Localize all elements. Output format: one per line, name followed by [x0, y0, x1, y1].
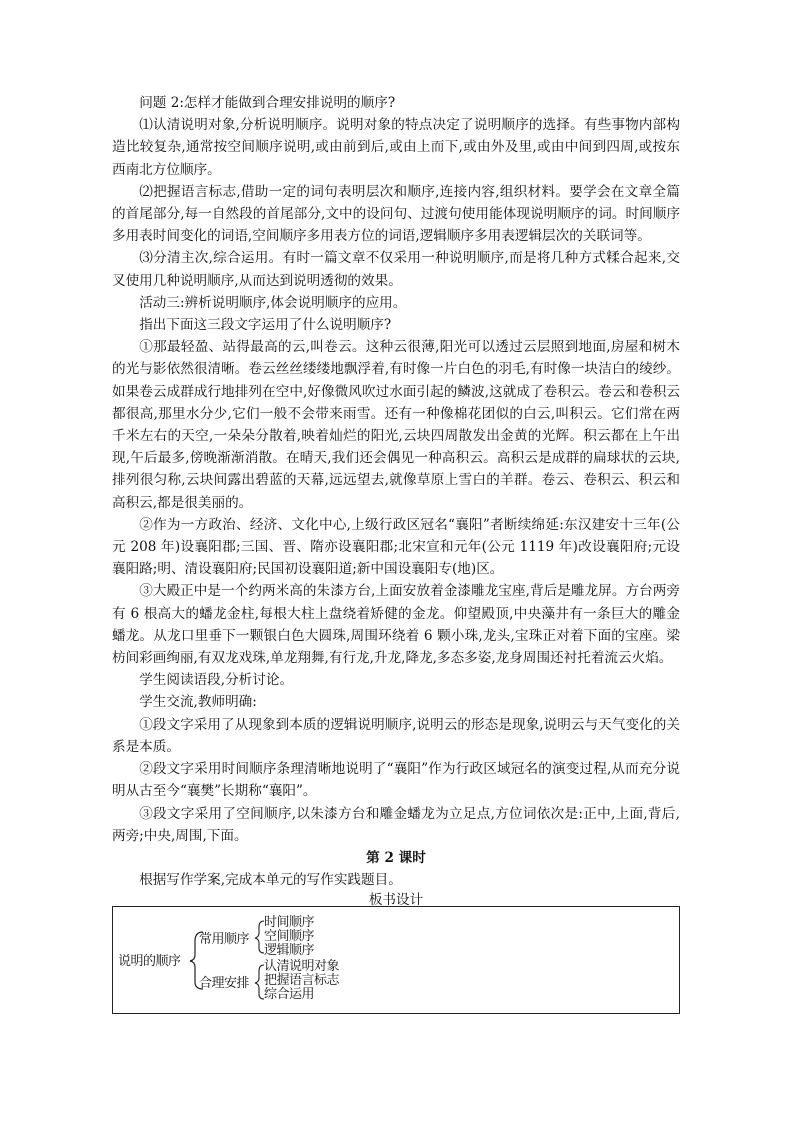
document-body [112, 92, 680, 909]
board-root-label: 说明的顺序 [118, 954, 181, 969]
bracket-lines [113, 907, 681, 1015]
answer-2: ②段文字采用时间顺序条理清晰地说明了“襄阳”作为行政区域冠名的演变过程,从而充分说明从古至今“襄樊”长期称“襄阳”。 [112, 761, 680, 800]
branch2-brace [255, 965, 264, 999]
branch1-item-logic: 逻辑顺序 [264, 943, 315, 958]
student-reading: 学生阅读语段,分析讨论。 [139, 672, 294, 689]
answer-1: ①段文字采用了从现象到本质的逻辑说明顺序,说明云的形态是现象,说明云与天气变化的关系是本质。 [112, 716, 680, 755]
activity-3: 活动三:辨析说明顺序,体会说明顺序的应用。 [139, 294, 407, 311]
point-1: ⑴认清说明对象,分析说明顺序。说明对象的特点决定了说明顺序的选择。有些事物内部构造比较复杂,通常按空间顺序说明,或由前到后,或由上而下,或由外及里,或由中间到四周,或按东西南北方位顺序。 [112, 117, 680, 178]
board-design-title: 板书设计 [368, 892, 424, 909]
branch1-brace [255, 921, 264, 953]
branch1-label: 常用顺序 [199, 932, 250, 947]
branch2-item-language: 把握语言标志 [264, 973, 340, 988]
point-3: ⑶分清主次,综合运用。有时一篇文章不仅采用一种说明顺序,而是将几种方式糅合起来,交叉使用几种说明顺序,从而达到说明透彻的效果。 [112, 250, 680, 289]
branch1-item-time: 时间顺序 [264, 915, 315, 930]
passage-clouds: ①那最轻盈、站得最高的云,叫卷云。这种云很薄,阳光可以透过云层照到地面,房屋和树木的光与影依然很清晰。卷云丝丝缕缕地飘浮着,有时像一片白色的羽毛,有时像一块洁白的绫纱。如果卷云成群成行地排列在空中,好像微风吹过水面引起的鳞波,这就成了卷积云。卷云和卷积云都很高,那里水分少,它们一般不会带来雨雪。还有一种像棉花团似的白云,叫积云。它们常在两千米左右的天空,一朵朵分散着,映着灿烂的阳光,云块四周散发出金黄的光辉。积云都在上午出现,午后最多,傍晚渐渐消散。在晴天,我们还会偶见一种高积云。高积云是成群的扁球状的云块,排列很匀称,云块间露出碧蓝的天幕,远远望去,就像草原上雪白的羊群。卷云、卷积云、积云和高积云,都是很美丽的。 [112, 339, 680, 511]
branch2-item-object: 认清说明对象 [264, 959, 340, 974]
lesson-2-heading: 第 2 课时 [366, 849, 426, 866]
question-2: 问题 2:怎样才能做到合理安排说明的顺序? [139, 95, 396, 111]
branch1-item-space: 空间顺序 [264, 929, 315, 944]
board-design-diagram [112, 906, 680, 1014]
teacher-clarify: 学生交流,教师明确: [139, 694, 257, 711]
point-2: ⑵把握语言标志,借助一定的词句表明层次和顺序,连接内容,组织材料。要学会在文章全篇的首尾部分,每一自然段的首尾部分,文中的设问句、过渡句使用能体现说明顺序的词。时间顺序多用表时间变化的词语,空间顺序多用表方位的词语,逻辑顺序多用表逻辑层次的关联词等。 [112, 183, 680, 245]
passage-palace: ③大殿正中是一个约两米高的朱漆方台,上面安放着金漆雕龙宝座,背后是雕龙屏。方台两旁有 6 根高大的蟠龙金柱,每根大柱上盘绕着矫健的金龙。仰望殿顶,中央藻井有一条巨大的雕金蟠龙。从龙口里垂下一颗银白色大圆珠,周围环绕着 6 颗小珠,龙头,宝珠正对着下面的宝座。梁枋间彩画绚丽,有双龙戏珠,单龙翔舞,有行龙,升龙,降龙,多态多姿,龙身周围还衬托着流云火焰。 [112, 583, 680, 667]
passage-xiangyang: ②作为一方政治、经济、文化中心,上级行政区冠名“襄阳”者断续绵延:东汉建安十三年(公元 208 年)设襄阳郡;三国、晋、隋亦设襄阳郡;北宋宣和元年(公元 1119 年)改设襄阳府;元设襄阳路;明、清设襄阳府;民国初设襄阳道;新中国设襄阳专(地)区。 [112, 516, 680, 578]
task-prompt: 指出下面这三段文字运用了什么说明顺序? [139, 317, 392, 334]
branch2-item-combine: 综合运用 [264, 987, 315, 1002]
lesson-2-text: 根据写作学案,完成本单元的写作实践题目。 [139, 872, 402, 889]
answer-3: ③段文字采用了空间顺序,以朱漆方台和雕金蟠龙为立足点,方位词依次是:正中,上面,背后,两旁;中央,周围,下面。 [112, 805, 680, 844]
branch2-label: 合理安排 [199, 976, 250, 991]
